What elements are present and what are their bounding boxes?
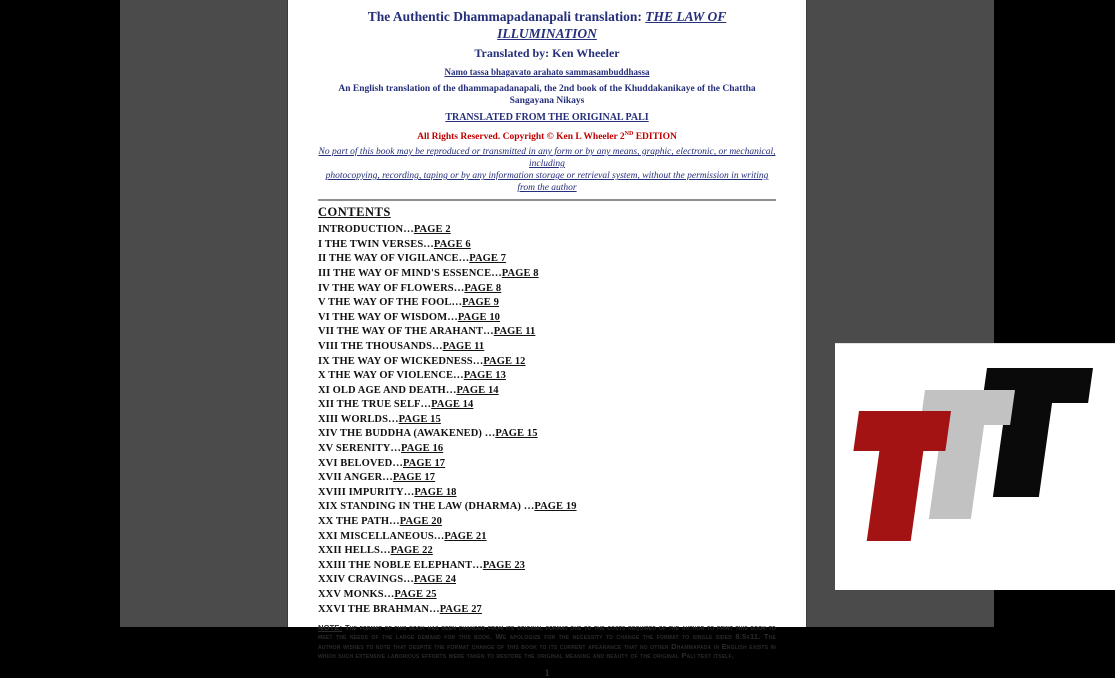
translation-description: An English translation of the dhammapadanapali, the 2nd book of the Khuddakanikaye of the Chattha Sangayana Nikays: [338, 84, 756, 106]
toc-page-link[interactable]: PAGE 22: [390, 545, 433, 557]
toc-page-link[interactable]: PAGE 9: [462, 297, 499, 309]
rights-notice-line1: No part of this book may be reproduced or transmitted in any form or by any means, graphic, electronic, or mechanical, including: [318, 147, 776, 170]
toc-entry: [318, 500, 776, 515]
toc-entry-title: XIX STANDING IN THE LAW (DHARMA) …: [318, 501, 535, 513]
toc-page-link[interactable]: PAGE 18: [414, 486, 457, 498]
toc-page-link[interactable]: PAGE 16: [401, 443, 444, 455]
toc-entry-title: VIII THE THOUSANDS…: [318, 340, 443, 352]
toc-entry: [318, 223, 776, 238]
toc-page-link[interactable]: PAGE 19: [534, 501, 577, 513]
table-of-contents: [318, 223, 776, 617]
toc-entry: [318, 427, 776, 442]
toc-entry: [318, 252, 776, 267]
toc-entry-title: XXIII THE NOBLE ELEPHANT…: [318, 559, 483, 571]
toc-page-link[interactable]: PAGE 15: [398, 413, 441, 425]
byline: Translated by: Ken Wheeler: [474, 46, 620, 60]
toc-entry: [318, 544, 776, 559]
logo-t-red-bar: [853, 411, 951, 451]
toc-entry: [318, 573, 776, 588]
toc-entry-title: XI OLD AGE AND DEATH…: [318, 384, 457, 396]
rights-notice: [318, 146, 776, 194]
toc-entry: [318, 325, 776, 340]
toc-page-link[interactable]: PAGE 27: [439, 603, 482, 615]
toc-entry-title: XIII WORLDS…: [318, 413, 399, 425]
page-number: 1: [544, 667, 550, 678]
toc-page-link[interactable]: PAGE 6: [433, 238, 471, 250]
toc-page-link[interactable]: PAGE 8: [501, 267, 539, 279]
toc-entry: [318, 369, 776, 384]
toc-entry: [318, 296, 776, 311]
toc-entry: [318, 398, 776, 413]
title-emphasis: THE LAW OF ILLUMINATION: [497, 9, 727, 41]
toc-entry: [318, 603, 776, 618]
toc-page-link[interactable]: PAGE 8: [464, 282, 502, 294]
toc-entry: [318, 515, 776, 530]
copyright-sup: ND: [624, 131, 634, 137]
toc-entry-title: XIV THE BUDDHA (AWAKENED) …: [318, 428, 496, 440]
toc-entry-title: V THE WAY OF THE FOOL…: [318, 297, 463, 309]
page-title: [318, 8, 776, 42]
toc-entry-title: XXVI THE BRAHMAN…: [318, 603, 440, 615]
toc-entry: [318, 238, 776, 253]
translated-from-line: TRANSLATED FROM THE ORIGINAL PALI: [445, 112, 649, 123]
toc-page-link[interactable]: PAGE 10: [457, 311, 501, 323]
toc-entry-title: XXII HELLS…: [318, 545, 391, 557]
toc-entry-title: XXIV CRAVINGS…: [318, 574, 414, 586]
toc-page-link[interactable]: PAGE 11: [442, 340, 485, 352]
toc-entry: [318, 457, 776, 472]
toc-entry-title: II THE WAY OF VIGILANCE…: [318, 253, 470, 265]
toc-entry: [318, 486, 776, 501]
toc-entry-title: IX THE WAY OF WICKEDNESS…: [318, 355, 484, 367]
toc-page-link[interactable]: PAGE 7: [469, 253, 507, 265]
toc-page-link[interactable]: PAGE 14: [431, 399, 474, 411]
toc-entry-title: XVII ANGER…: [318, 472, 393, 484]
toc-page-link[interactable]: PAGE 2: [413, 224, 451, 236]
toc-page-link[interactable]: PAGE 25: [394, 589, 437, 600]
toc-page-link[interactable]: PAGE 17: [392, 472, 436, 484]
toc-entry-title: XX THE PATH…: [318, 516, 400, 528]
toc-entry-title: INTRODUCTION…: [318, 224, 414, 236]
toc-entry-title: IV THE WAY OF FLOWERS…: [318, 282, 465, 294]
toc-entry: [318, 384, 776, 399]
toc-entry-title: III THE WAY OF MIND'S ESSENCE…: [318, 267, 502, 279]
toc-entry-title: VI THE WAY OF WISDOM…: [318, 311, 458, 323]
toc-entry: [318, 413, 776, 428]
toc-page-link[interactable]: PAGE 21: [444, 530, 487, 542]
toc-entry-title: XXI MISCELLANEOUS…: [318, 530, 445, 542]
document-header: [318, 8, 776, 194]
title-prefix: The Authentic Dhammapadanapali translation:: [367, 9, 646, 24]
toc-entry: [318, 471, 776, 486]
toc-page-link[interactable]: PAGE 14: [456, 384, 499, 396]
toc-entry-title: XII THE TRUE SELF…: [318, 399, 432, 411]
toc-page-link[interactable]: PAGE 24: [413, 574, 457, 586]
pali-invocation: Namo tassa bhagavato arahato sammasambuddhassa: [444, 67, 650, 77]
toc-entry: [318, 355, 776, 370]
toc-page-link[interactable]: PAGE 15: [495, 428, 538, 440]
document-page: [287, 0, 807, 678]
toc-entry-title: X THE WAY OF VIOLENCE…: [318, 370, 464, 382]
copyright-line: [318, 128, 776, 143]
toc-entry: [318, 340, 776, 355]
toc-entry-title: XV SERENITY…: [318, 443, 401, 455]
note-label: NOTE:: [318, 623, 343, 633]
toc-page-link[interactable]: PAGE 17: [402, 457, 446, 469]
toc-page-link[interactable]: PAGE 11: [493, 326, 536, 338]
copyright-post: EDITION: [633, 132, 677, 143]
toc-entry: [318, 282, 776, 297]
toc-entry: [318, 559, 776, 574]
toc-entry: [318, 530, 776, 545]
note-text: The format of this book has been changed from its original format due to the costs required of the author to print this book to meet the needs of the large demand for this book. We apologize for the necessity to change the format to single sided 8.5x11. The author wishes to note that despite the format change of this book to its current apearance that no other Dhammapada in English exists in which such extensive laborious efforts were taken to restore the original meaning and beauty of the original Pali text itself.: [318, 623, 776, 661]
toc-entry: [318, 267, 776, 282]
toc-entry: [318, 442, 776, 457]
logo-t-red-stem: [867, 451, 924, 541]
ttt-logo: [835, 343, 1115, 590]
format-note: [318, 623, 776, 660]
toc-page-link[interactable]: PAGE 12: [483, 355, 526, 367]
toc-page-link[interactable]: PAGE 23: [482, 559, 526, 571]
contents-heading: CONTENTS: [318, 205, 391, 220]
toc-page-link[interactable]: PAGE 20: [399, 516, 442, 528]
toc-entry-title: XVIII IMPURITY…: [318, 486, 415, 498]
toc-page-link[interactable]: PAGE 13: [463, 370, 506, 382]
rights-notice-line2: photocopying, recording, taping or by any information storage or retrieval system, without the permission in writing from the author: [325, 171, 769, 194]
toc-entry: [318, 588, 776, 603]
toc-entry: [318, 311, 776, 326]
toc-entry-title: XVI BELOVED…: [318, 457, 403, 469]
toc-entry-title: I THE TWIN VERSES…: [318, 238, 434, 250]
toc-entry-title: VII THE WAY OF THE ARAHANT…: [318, 326, 494, 338]
header-divider: [318, 199, 776, 201]
copyright-text: All Rights Reserved. Copyright © Ken L Wheeler 2: [417, 132, 625, 143]
toc-entry-title: XXV MONKS…: [318, 589, 395, 600]
